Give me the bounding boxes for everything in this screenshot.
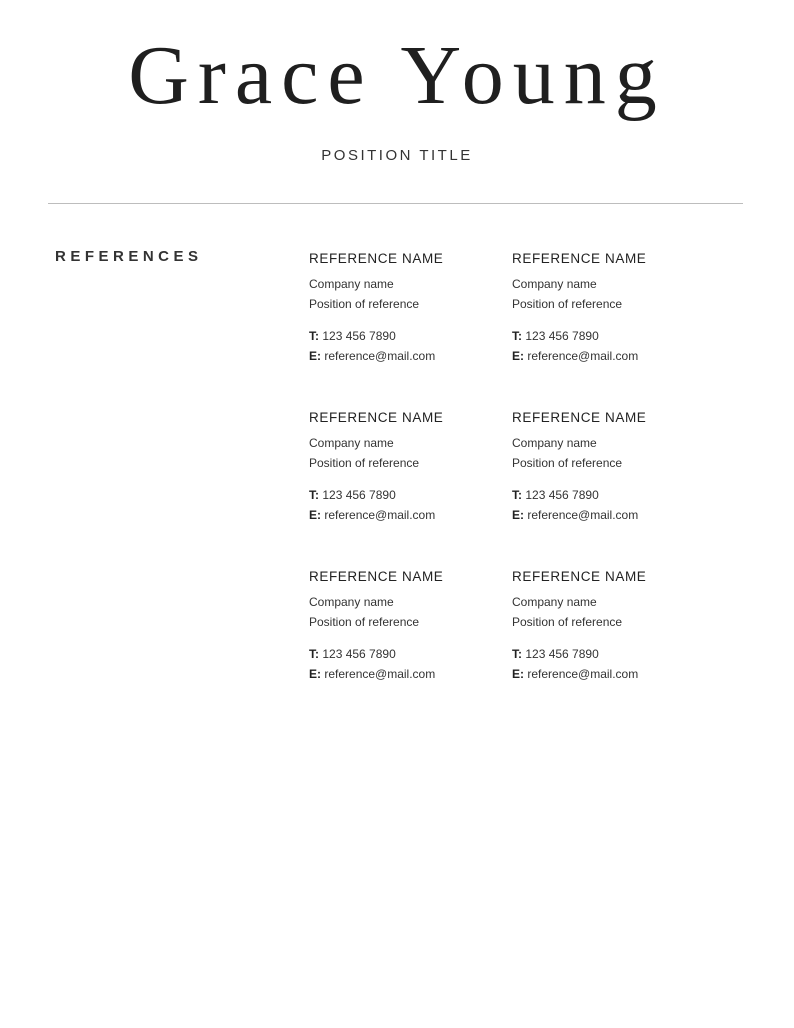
reference-position: Position of reference bbox=[309, 615, 420, 629]
phone-value: 123 456 7890 bbox=[525, 488, 599, 502]
position-title: POSITION TITLE bbox=[321, 147, 473, 164]
reference-position: Position of reference bbox=[512, 297, 623, 311]
reference-card bbox=[512, 569, 702, 684]
reference-phone bbox=[512, 644, 702, 664]
reference-position: Position of reference bbox=[512, 615, 623, 629]
phone-label: T: bbox=[309, 647, 319, 661]
reference-company: Company name bbox=[512, 595, 597, 609]
reference-name: REFERENCE NAME bbox=[512, 569, 647, 584]
reference-card bbox=[309, 410, 499, 525]
reference-position: Position of reference bbox=[309, 297, 420, 311]
reference-card bbox=[309, 251, 499, 366]
reference-email bbox=[309, 505, 499, 525]
reference-company: Company name bbox=[309, 436, 394, 450]
email-label: E: bbox=[512, 667, 524, 681]
reference-email bbox=[309, 346, 499, 366]
reference-card bbox=[512, 251, 702, 366]
section-label-references: REFERENCES bbox=[55, 248, 203, 265]
reference-phone bbox=[512, 485, 702, 505]
reference-position: Position of reference bbox=[512, 456, 623, 470]
reference-phone bbox=[512, 326, 702, 346]
email-value: reference@mail.com bbox=[324, 508, 436, 522]
reference-email bbox=[512, 346, 702, 366]
email-label: E: bbox=[512, 349, 524, 363]
phone-value: 123 456 7890 bbox=[525, 329, 599, 343]
reference-name: REFERENCE NAME bbox=[309, 251, 444, 266]
reference-company: Company name bbox=[512, 277, 597, 291]
email-value: reference@mail.com bbox=[527, 667, 639, 681]
email-value: reference@mail.com bbox=[527, 349, 639, 363]
reference-name: REFERENCE NAME bbox=[512, 410, 647, 425]
phone-label: T: bbox=[309, 329, 319, 343]
phone-value: 123 456 7890 bbox=[322, 647, 396, 661]
phone-label: T: bbox=[512, 329, 522, 343]
reference-phone bbox=[309, 326, 499, 346]
reference-name: REFERENCE NAME bbox=[512, 251, 647, 266]
phone-label: T: bbox=[512, 647, 522, 661]
reference-name: REFERENCE NAME bbox=[309, 410, 444, 425]
reference-position: Position of reference bbox=[309, 456, 420, 470]
phone-label: T: bbox=[309, 488, 319, 502]
reference-email bbox=[512, 505, 702, 525]
reference-email bbox=[512, 664, 702, 684]
reference-phone bbox=[309, 485, 499, 505]
candidate-name: Grace Young bbox=[128, 29, 666, 122]
phone-label: T: bbox=[512, 488, 522, 502]
reference-company: Company name bbox=[309, 595, 394, 609]
email-value: reference@mail.com bbox=[324, 667, 436, 681]
reference-email bbox=[309, 664, 499, 684]
email-label: E: bbox=[309, 508, 321, 522]
email-label: E: bbox=[512, 508, 524, 522]
email-value: reference@mail.com bbox=[527, 508, 639, 522]
reference-card bbox=[512, 410, 702, 525]
reference-phone bbox=[309, 644, 499, 664]
email-label: E: bbox=[309, 349, 321, 363]
header-divider bbox=[48, 203, 743, 204]
reference-company: Company name bbox=[309, 277, 394, 291]
reference-card bbox=[309, 569, 499, 684]
email-label: E: bbox=[309, 667, 321, 681]
reference-company: Company name bbox=[512, 436, 597, 450]
phone-value: 123 456 7890 bbox=[322, 329, 396, 343]
phone-value: 123 456 7890 bbox=[525, 647, 599, 661]
reference-name: REFERENCE NAME bbox=[309, 569, 444, 584]
phone-value: 123 456 7890 bbox=[322, 488, 396, 502]
email-value: reference@mail.com bbox=[324, 349, 436, 363]
